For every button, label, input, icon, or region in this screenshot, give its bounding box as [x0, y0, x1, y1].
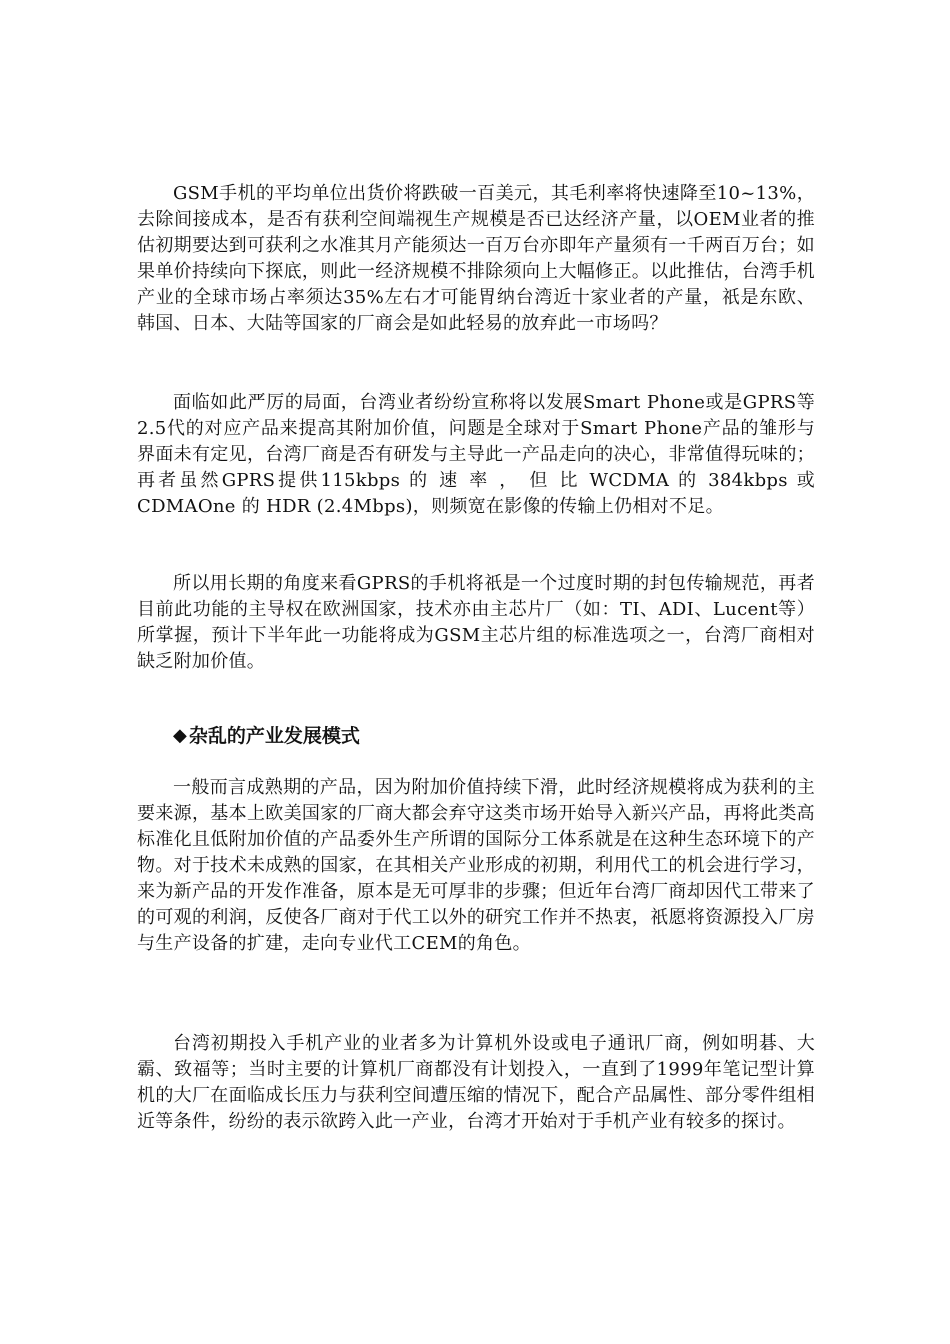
diamond-bullet-icon: ◆: [173, 725, 187, 746]
section-heading-text: 杂乱的产业发展模式: [188, 725, 360, 747]
section-heading: [173, 719, 360, 753]
paragraph-oem-model: 一般而言成熟期的产品，因为附加价值持续下滑，此时经济规模将成为获利的主要来源，基本上欧美国家的厂商大都会弃守这类市场开始导入新兴产品，再将此类高标准化且低附加价值的产品委外生产所谓的国际分工体系就是在这种生态环境下的产物。对于技术未成熟的国家，在其相关产业形成的初期，利用代工的机会进行学习，来为新产品的开发作准备，原本是无可厚非的步骤；但近年台湾厂商却因代工带来了的可观的利润，反使各厂商对于代工以外的研究工作并不热衷，祇愿将资源投入厂房与生产设备的扩建，走向专业代工CEM的角色。: [137, 777, 815, 954]
paragraph-gprs-long-term: 所以用长期的角度来看GPRS的手机将祇是一个过度时期的封包传输规范，再者目前此功能的主导权在欧洲国家，技术亦由主芯片厂（如：TI、ADI、Lucent等）所掌握，预计下半年此一功能将成为GSM主芯片组的标准选项之一，台湾厂商相对缺乏附加价值。: [137, 573, 815, 672]
paragraph-taiwan-history: 台湾初期投入手机产业的业者多为计算机外设或电子通讯厂商，例如明碁、大霸、致福等；当时主要的计算机厂商都没有计划投入，一直到了1999年笔记型计算机的大厂在面临成长压力与获利空间遭压缩的情况下，配合产品属性、部分零件组相近等条件，纷纷的表示欲跨入此一产业，台湾才开始对于手机产业有较多的探讨。: [137, 1033, 815, 1132]
paragraph-gsm-price: GSM手机的平均单位出货价将跌破一百美元，其毛利率将快速降至10~13%，去除间接成本，是否有获利空间端视生产规模是否已达经济产量，以OEM业者的推估初期要达到可获利之水准其月产能须达一百万台亦即年产量须有一千两百万台；如果单价持续向下探底，则此一经济规模不排除须向上大幅修正。以此推估，台湾手机产业的全球市场占率须达35%左右才可能胃纳台湾近十家业者的产量，祇是东欧、韩国、日本、大陆等国家的厂商会是如此轻易的放弃此一市场吗？: [137, 183, 815, 334]
paragraph-smart-phone-gprs: 面临如此严厉的局面，台湾业者纷纷宣称将以发展Smart Phone或是GPRS等2.5代的对应产品来提高其附加价值，问题是全球对于Smart Phone产品的雏形与界面未有定见，台湾厂商是否有研发与主导此一产品走向的决心，非常值得玩味的；再者虽然GPRS提供115kbps 的 速 率 ， 但 比 WCDMA 的 384kbps 或 CDMAOne 的 HDR (2.4Mbps)，则频宽在影像的传输上仍相对不足。: [137, 392, 815, 517]
